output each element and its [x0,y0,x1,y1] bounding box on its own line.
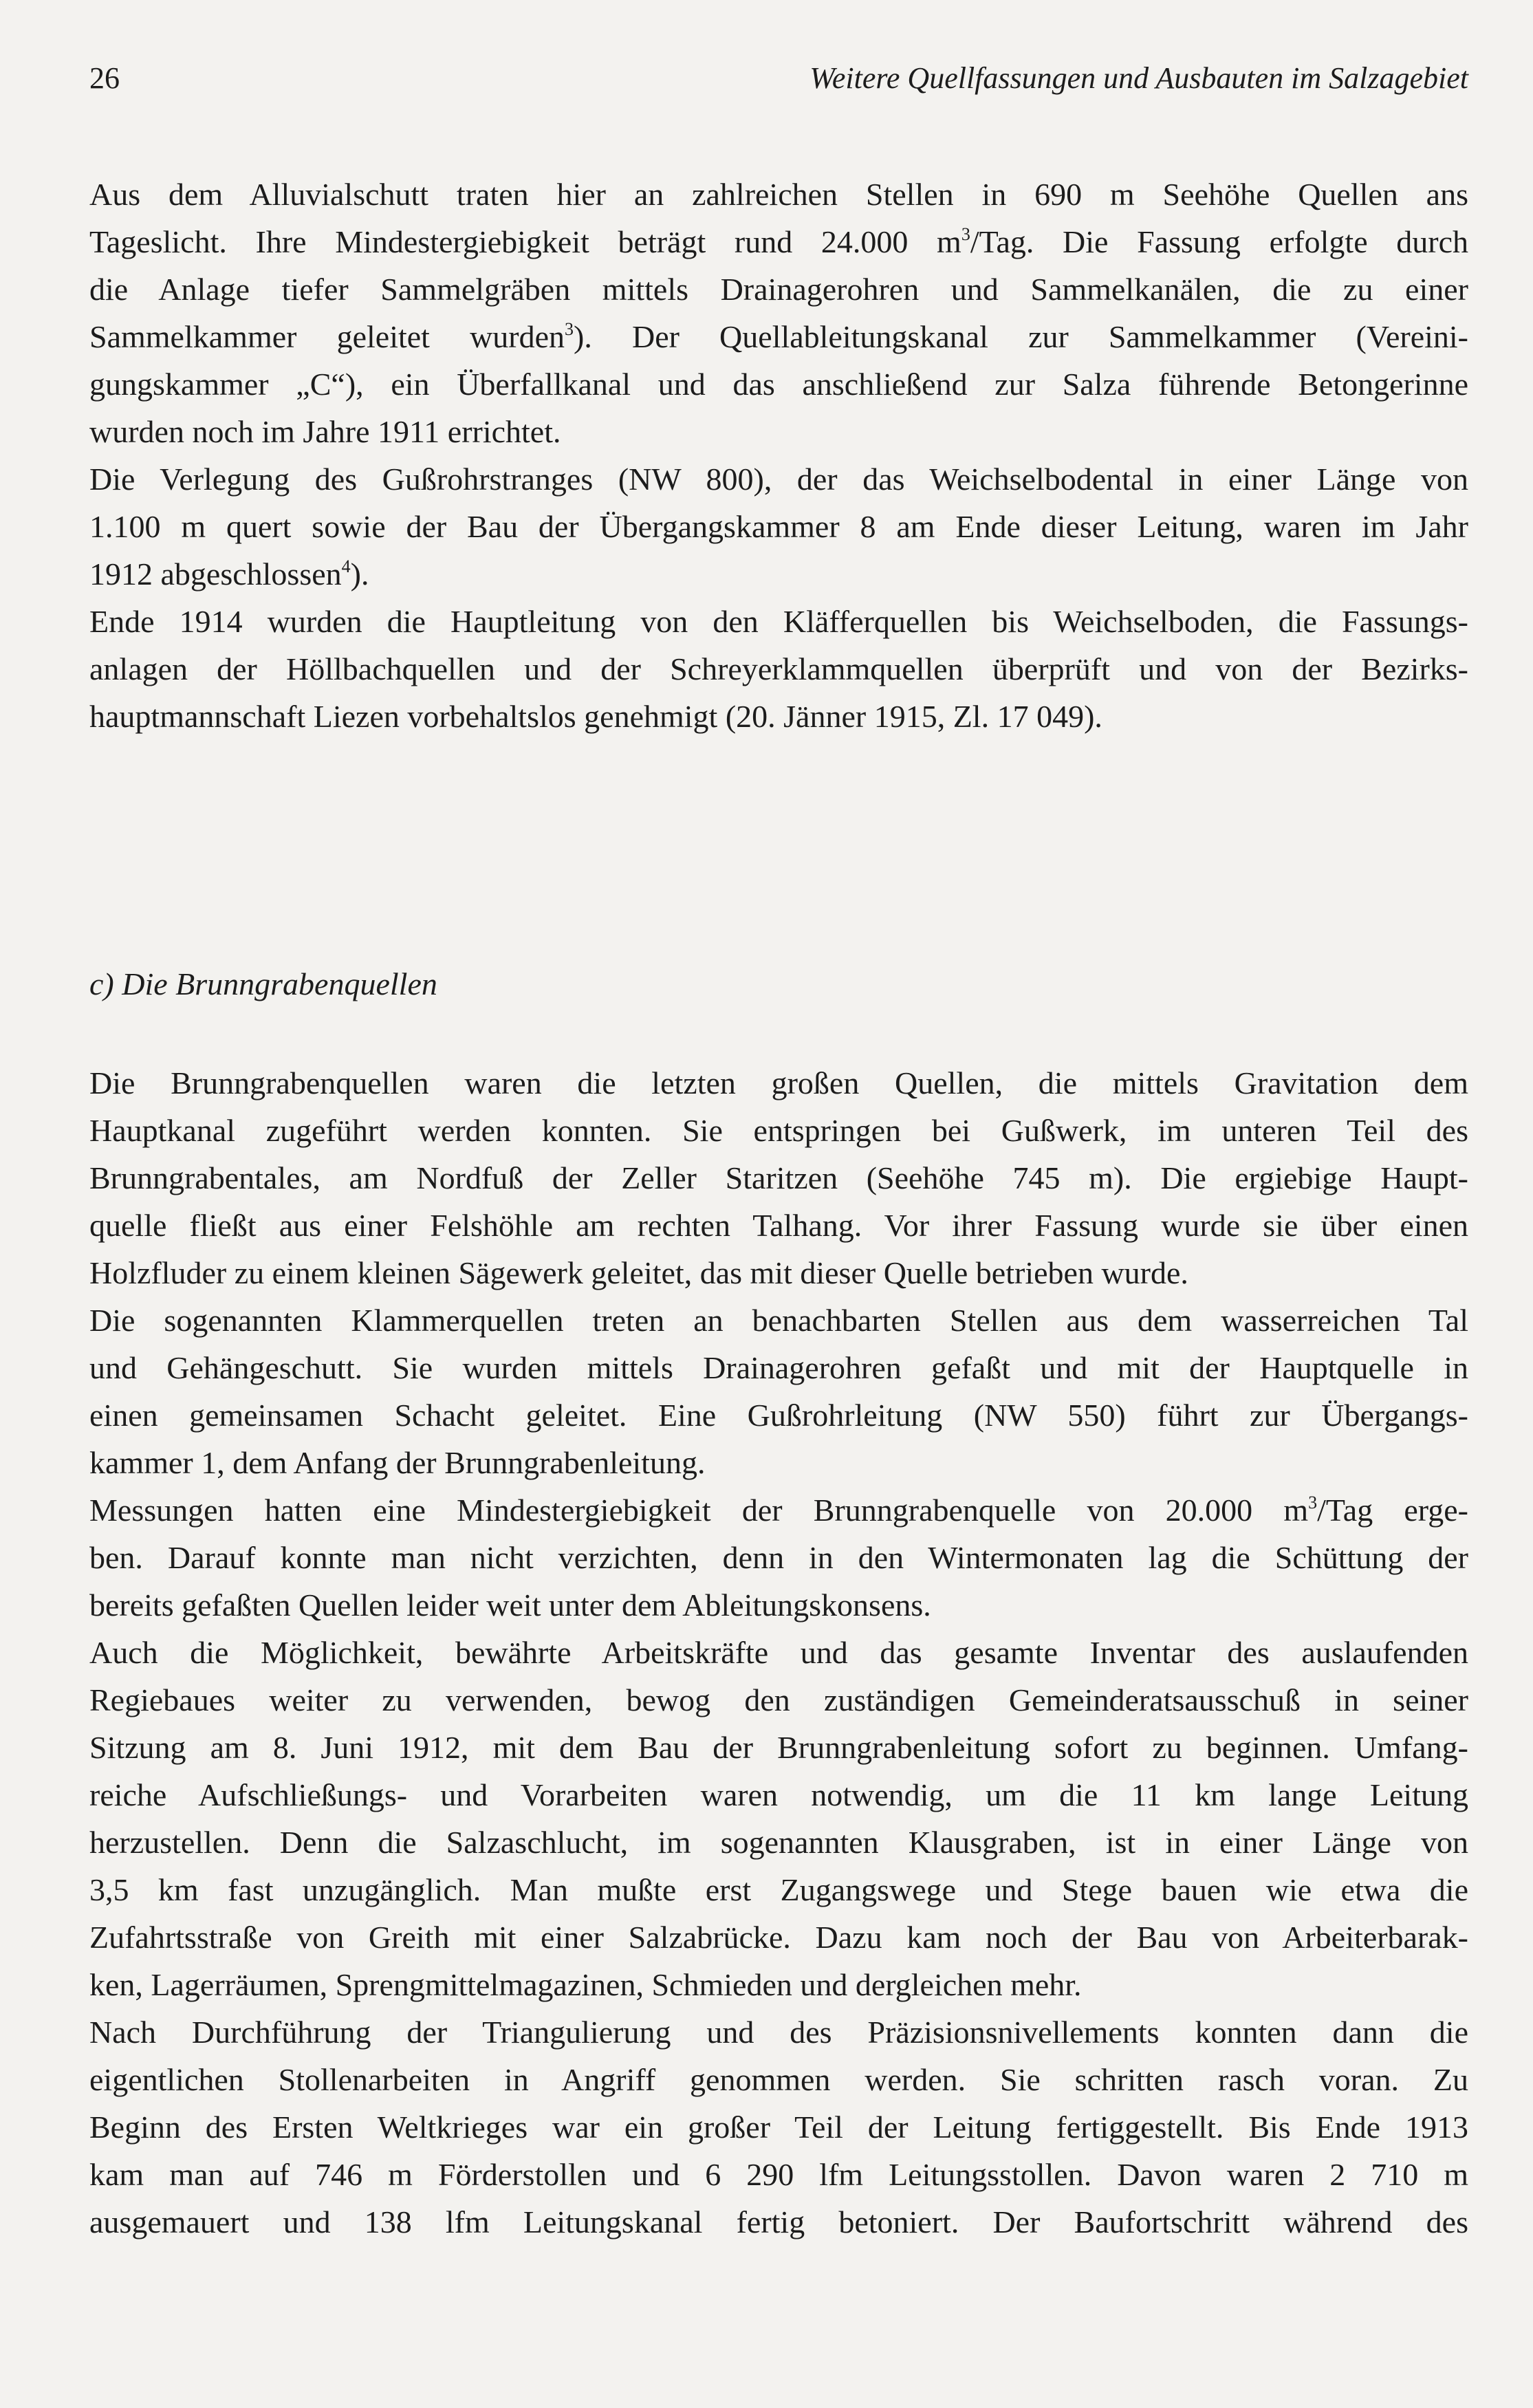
body-text-block-1 [89,171,1468,740]
line-text: gungskammer „C“), ein Überfallkanal und das anschließend zur Salza führende Betongerinne [89,367,1468,402]
text-line [89,550,1468,598]
line-text: Beginn des Ersten Weltkrieges war ein großer Teil der Leitung fertiggestellt. Bis Ende 1913 [89,2109,1468,2145]
line-text: Regiebaues weiter zu verwenden, bewog den zuständigen Gemeinderatsausschuß in seiner [89,1682,1468,1717]
text-line [89,1771,1468,1819]
text-line [89,360,1468,408]
line-text: kammer 1, dem Anfang der Brunngrabenleitung. [89,1445,706,1480]
text-line [89,1059,1468,1107]
line-text: Sammelkammer geleitet wurden [89,319,565,354]
text-line [89,265,1468,313]
page-header [89,61,1468,109]
line-text: ben. Darauf konnte man nicht verzichten, denn in den Wintermonaten lag die Schüttung der [89,1540,1468,1575]
running-title: Weitere Quellfassungen und Ausbauten im Salzagebiet [809,61,1468,95]
line-text: Sitzung am 8. Juni 1912, mit dem Bau der Brunngrabenleitung sofort zu beginnen. Umfang- [89,1730,1468,1765]
line-text: quelle fließt aus einer Felshöhle am rechten Talhang. Vor ihrer Fassung wurde sie über einen [89,1208,1468,1243]
line-text: kam man auf 746 m Förderstollen und 6 290 lfm Leitungsstollen. Davon waren 2 710 m [89,2157,1468,2192]
text-line [89,2008,1468,2056]
text-line [89,2198,1468,2246]
line-text: Brunngrabentales, am Nordfuß der Zeller Staritzen (Seehöhe 745 m). Die ergiebige Haupt- [89,1160,1468,1195]
line-text-continued: ). [350,556,369,592]
line-text: Holzfluder zu einem kleinen Sägewerk geleitet, das mit dieser Quelle betrieben wurde. [89,1255,1188,1290]
text-line [89,218,1468,265]
text-line [89,1154,1468,1202]
line-text: Zufahrtsstraße von Greith mit einer Salzabrücke. Dazu kam noch der Bau von Arbeiterbarak- [89,1920,1468,1955]
line-text: bereits gefaßten Quellen leider weit unter dem Ableitungskonsens. [89,1587,931,1623]
text-line [89,1724,1468,1771]
text-line [89,1819,1468,1866]
line-text: Aus dem Alluvialschutt traten hier an zahlreichen Stellen in 690 m Seehöhe Quellen ans [89,177,1468,212]
line-text: Ende 1914 wurden die Hauptleitung von den Kläfferquellen bis Weichselboden, die Fassungs- [89,604,1468,639]
footnote-marker: 3 [1308,1493,1318,1512]
line-text: Auch die Möglichkeit, bewährte Arbeitskräfte und das gesamte Inventar des auslaufenden [89,1635,1468,1670]
line-text: herzustellen. Denn die Salzaschlucht, im sogenannten Klausgraben, ist in einer Länge von [89,1825,1468,1860]
line-text: Messungen hatten eine Mindestergiebigkeit der Brunngrabenquelle von 20.000 m [89,1493,1309,1528]
footnote-marker: 4 [341,556,351,576]
text-line [89,693,1468,740]
text-line [89,598,1468,645]
line-text: Hauptkanal zugeführt werden konnten. Sie entspringen bei Gußwerk, im unteren Teil des [89,1113,1468,1148]
text-line [89,408,1468,455]
line-text: Die Brunngrabenquellen waren die letzten großen Quellen, die mittels Gravitation dem [89,1065,1468,1100]
line-text: 1.100 m quert sowie der Bau der Übergangskammer 8 am Ende dieser Leitung, waren im Jahr [89,509,1468,544]
text-line [89,1202,1468,1249]
line-text-continued: /Tag. Die Fassung erfolgte durch [970,224,1468,259]
text-line [89,1297,1468,1344]
text-line [89,2056,1468,2103]
line-text: Die Verlegung des Gußrohrstranges (NW 800), der das Weichselbodental in einer Länge von [89,462,1468,497]
text-line [89,1391,1468,1439]
text-line [89,455,1468,503]
line-text: ken, Lagerräumen, Sprengmittelmagazinen, Schmieden und dergleichen mehr. [89,1967,1082,2002]
line-text: reiche Aufschließungs- und Vorarbeiten waren notwendig, um die 11 km lange Leitung [89,1777,1468,1812]
text-line [89,1581,1468,1629]
line-text: einen gemeinsamen Schacht geleitet. Eine Gußrohrleitung (NW 550) führt zur Übergangs- [89,1398,1468,1433]
text-line [89,1629,1468,1676]
line-text-continued: ). Der Quellableitungskanal zur Sammelkammer (Vereini- [574,319,1468,354]
line-text: 1912 abgeschlossen [89,556,342,592]
text-line [89,1107,1468,1154]
line-text: wurden noch im Jahre 1911 errichtet. [89,414,561,449]
text-line [89,1676,1468,1724]
text-line [89,1961,1468,2008]
text-line [89,1344,1468,1391]
line-text: Die sogenannten Klammerquellen treten an benachbarten Stellen aus dem wasserreichen Tal [89,1303,1468,1338]
footnote-marker: 3 [565,319,574,339]
text-line [89,171,1468,218]
text-line [89,313,1468,360]
body-text-block-2 [89,1059,1468,2246]
line-text: 3,5 km fast unzugänglich. Man mußte erst Zugangswege und Stege bauen wie etwa die [89,1872,1468,1907]
text-line [89,1486,1468,1534]
text-line [89,2151,1468,2198]
page-number: 26 [89,61,120,95]
line-text-continued: /Tag erge- [1317,1493,1469,1528]
line-text: Nach Durchführung der Triangulierung und des Präzisionsnivellements konnten dann die [89,2015,1468,2050]
line-text: eigentlichen Stollenarbeiten in Angriff genommen werden. Sie schritten rasch voran. Zu [89,2062,1468,2097]
text-line [89,503,1468,550]
text-line [89,1534,1468,1581]
section-heading: c) Die Brunngrabenquellen [89,966,437,1001]
text-line [89,645,1468,693]
text-line [89,1439,1468,1486]
text-line [89,1913,1468,1961]
text-line [89,2103,1468,2151]
text-line [89,1249,1468,1297]
line-text: Tageslicht. Ihre Mindestergiebigkeit beträgt rund 24.000 m [89,224,961,259]
line-text: ausgemauert und 138 lfm Leitungskanal fertig betoniert. Der Baufortschritt während des [89,2204,1468,2239]
line-text: und Gehängeschutt. Sie wurden mittels Drainagerohren gefaßt und mit der Hauptquelle in [89,1350,1468,1385]
line-text: anlagen der Höllbachquellen und der Schreyerklammquellen überprüft und von der Bezirks- [89,651,1468,686]
line-text: die Anlage tiefer Sammelgräben mittels Drainagerohren und Sammelkanälen, die zu einer [89,272,1468,307]
text-line [89,1866,1468,1913]
footnote-marker: 3 [961,224,970,244]
line-text: hauptmannschaft Liezen vorbehaltslos genehmigt (20. Jänner 1915, Zl. 17 049). [89,699,1102,734]
